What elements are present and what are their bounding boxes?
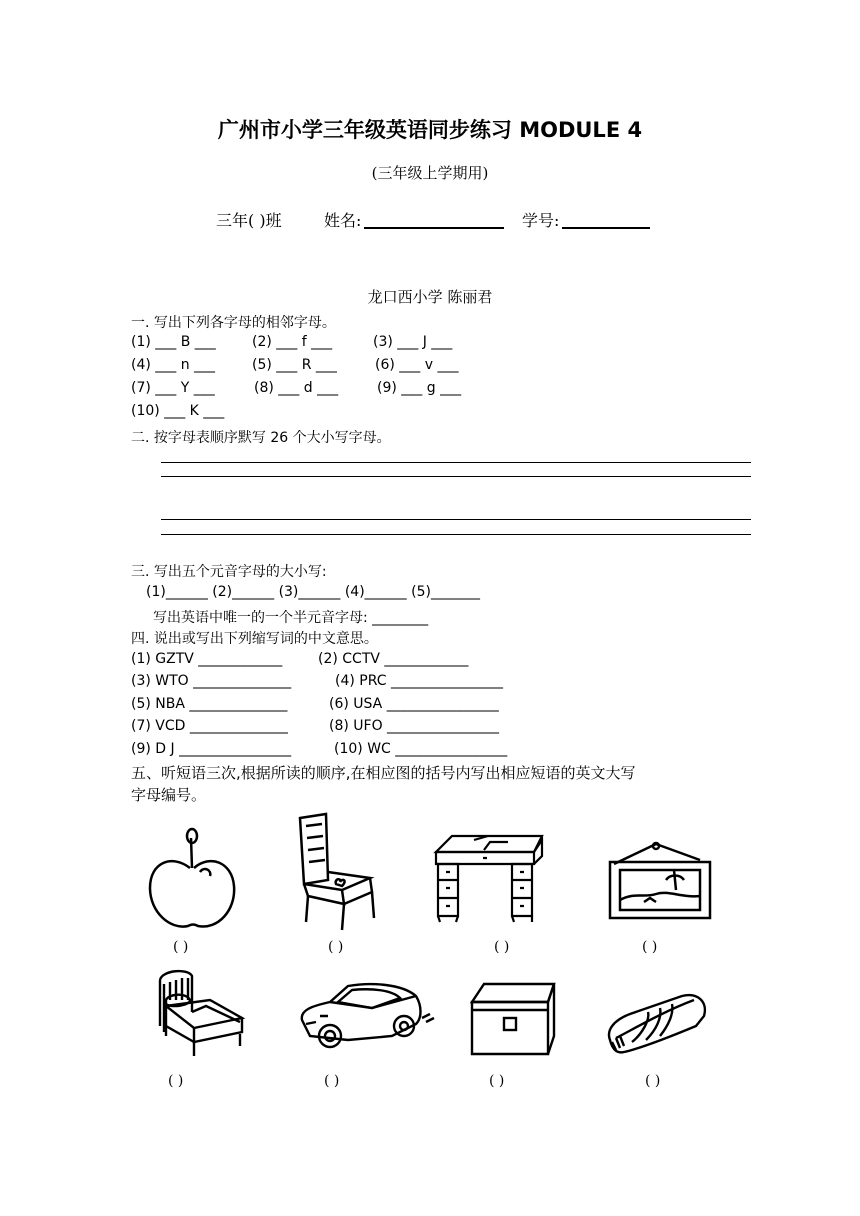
picture-frame-icon [604,840,714,924]
id-blank[interactable] [562,227,650,229]
s1-item: (3) ___ J ___ [373,334,453,350]
abbr-item[interactable]: (4) PRC ________________ [335,673,503,689]
id-label: 学号: [522,211,560,230]
section5-heading-cont: 字母编号。 [131,786,207,804]
s1-item: (6) ___ v ___ [375,357,459,373]
abbr-item[interactable]: (6) USA ________________ [329,696,499,712]
answer-paren[interactable]: ( ) [168,1073,184,1089]
section4-heading: 四. 说出或写出下列缩写词的中文意思。 [131,631,378,647]
writing-line[interactable] [161,462,751,463]
s1-item: (5) ___ R ___ [252,357,337,373]
section2-heading: 二. 按字母表顺序默写 26 个大小写字母。 [131,430,391,446]
writing-line[interactable] [161,519,751,520]
pencil-case-icon [602,990,712,1060]
desk-icon [428,830,546,926]
bed-icon [152,966,252,1062]
answer-paren[interactable]: ( ) [328,939,344,955]
writing-line[interactable] [161,534,751,535]
answer-paren[interactable]: ( ) [489,1073,505,1089]
box-icon [468,978,558,1058]
abbr-item[interactable]: (10) WC ________________ [334,741,508,757]
name-label: 姓名: [324,211,362,230]
abbr-item[interactable]: (1) GZTV ____________ [131,651,283,667]
answer-paren[interactable]: ( ) [494,939,510,955]
section5-heading: 五、听短语三次,根据所读的顺序,在相应图的括号内写出相应短语的英文大写 [131,764,636,782]
s1-item: (1) ___ B ___ [131,334,216,350]
abbr-item[interactable]: (7) VCD ______________ [131,718,288,734]
s1-item: (9) ___ g ___ [377,380,462,396]
semivowel-prompt[interactable]: 写出英语中唯一的一个半元音字母: ________ [153,610,429,626]
s1-item: (7) ___ Y ___ [131,380,215,396]
author-line: 龙口西小学 陈丽君 [367,288,493,306]
chair-icon [286,812,386,932]
answer-paren[interactable]: ( ) [645,1073,661,1089]
abbr-item[interactable]: (3) WTO ______________ [131,673,292,689]
vowel-blanks[interactable]: (1)______ (2)______ (3)______ (4)______ (5)_______ [146,584,480,600]
apple-icon [142,826,242,936]
writing-line[interactable] [161,476,751,477]
abbr-item[interactable]: (9) D J ________________ [131,741,292,757]
name-blank[interactable] [364,227,504,229]
answer-paren[interactable]: ( ) [324,1073,340,1089]
page-title: 广州市小学三年级英语同步练习 MODULE 4 [217,118,643,142]
s1-item: (8) ___ d ___ [254,380,339,396]
abbr-item[interactable]: (2) CCTV ____________ [318,651,469,667]
answer-paren[interactable]: ( ) [173,939,189,955]
section1-heading: 一. 写出下列各字母的相邻字母。 [131,315,336,331]
answer-paren[interactable]: ( ) [642,939,658,955]
class-label: 三年( )班 [216,211,282,230]
abbr-item[interactable]: (5) NBA ______________ [131,696,288,712]
abbr-item[interactable]: (8) UFO ________________ [329,718,500,734]
s1-item: (4) ___ n ___ [131,357,216,373]
s1-item: (10) ___ K ___ [131,403,225,419]
section3-heading: 三. 写出五个元音字母的大小写: [131,564,327,580]
s1-item: (2) ___ f ___ [252,334,333,350]
page-subtitle: (三年级上学期用) [371,164,489,182]
car-icon [292,978,442,1058]
